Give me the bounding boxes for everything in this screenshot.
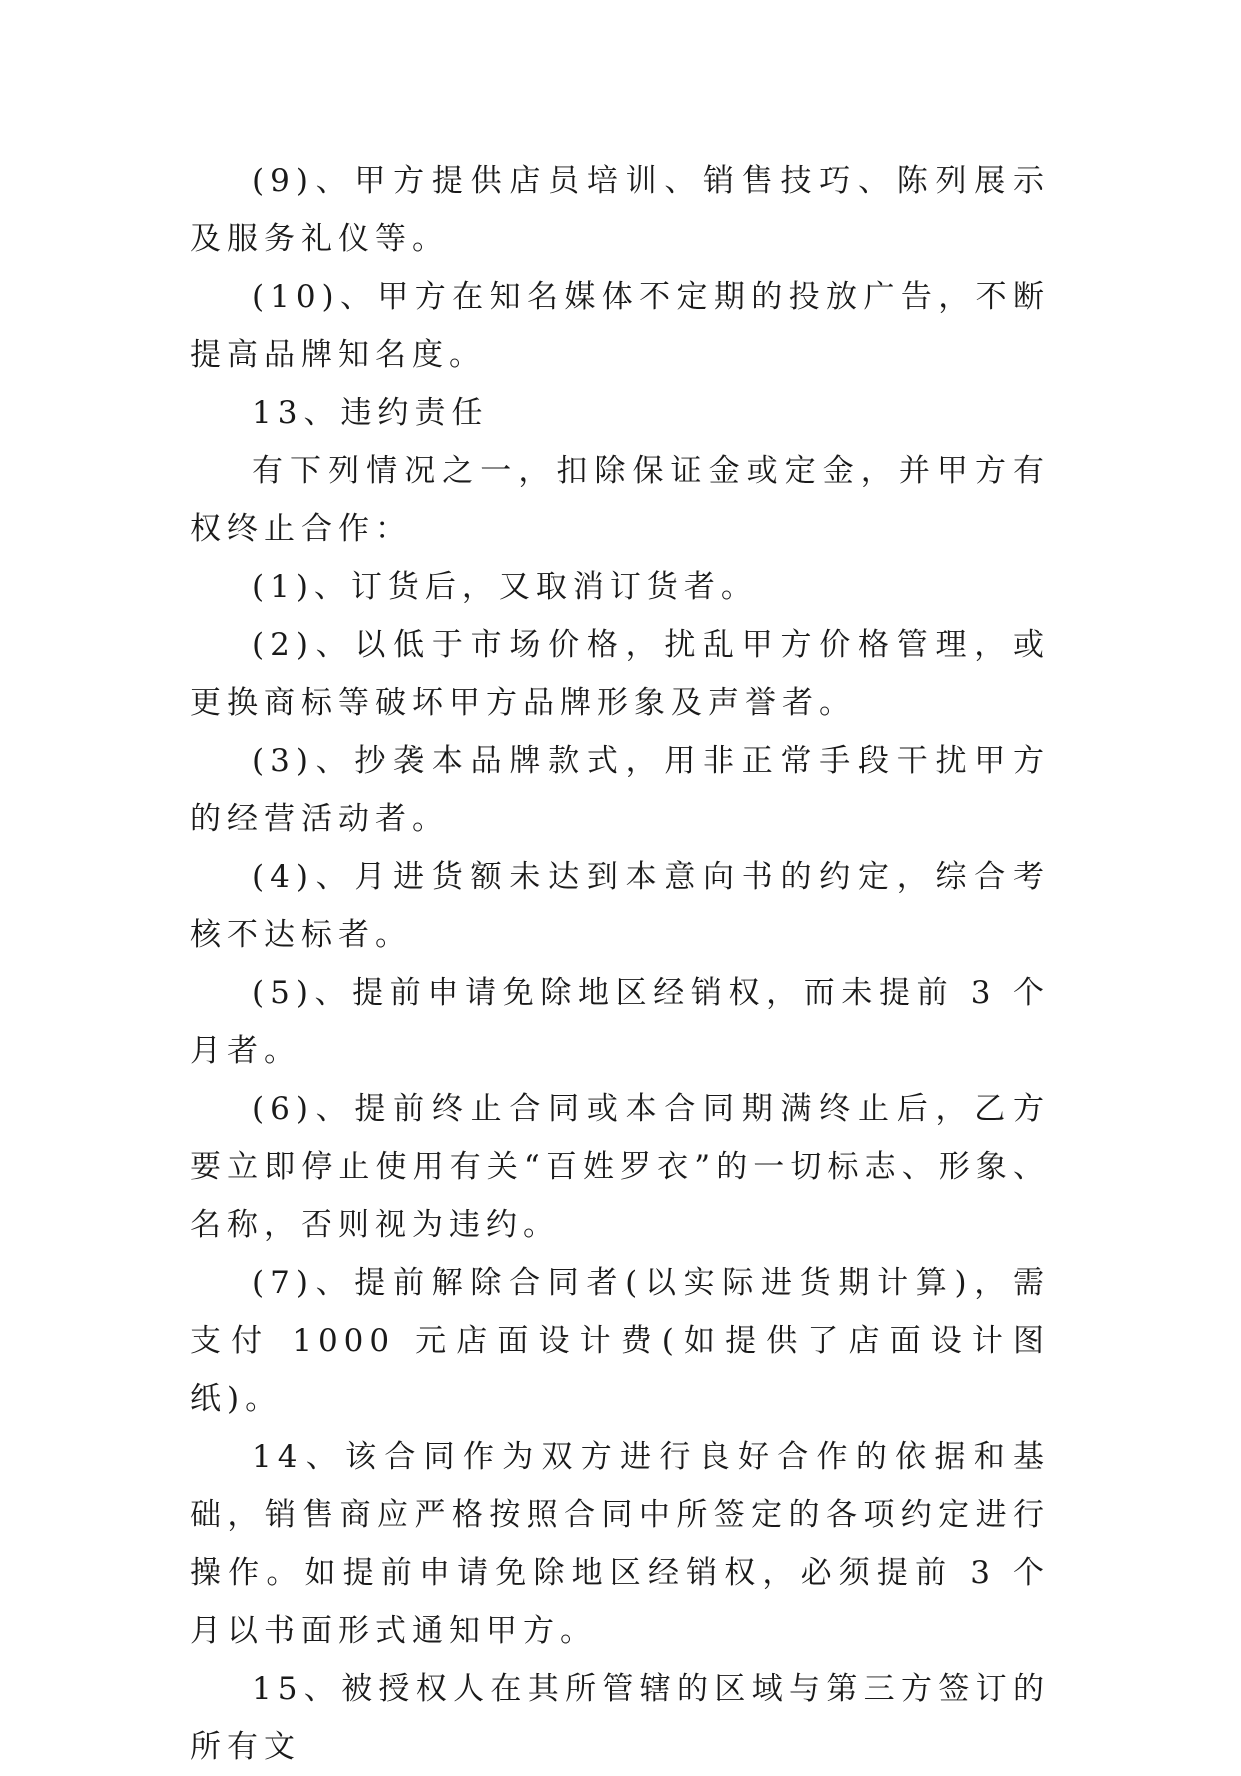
document-body [190, 152, 1050, 1776]
paragraph-10-advertising: (10)、甲方在知名媒体不定期的投放广告，不断提高品牌知名度。 [190, 279, 1050, 373]
clause-5-early-release: (5)、提前申请免除地区经销权，而未提前 3 个月者。 [190, 975, 1050, 1069]
section-13-heading: 13、违约责任 [252, 395, 489, 431]
clause-6-termination-branding: (6)、提前终止合同或本合同期满终止后，乙方要立即停止使用有关“百姓罗衣”的一切标志、形象、名称，否则视为违约。 [190, 1091, 1050, 1243]
clause-3-plagiarism: (3)、抄袭本品牌款式，用非正常手段干扰甲方的经营活动者。 [190, 743, 1050, 837]
clause-1-cancel-order: (1)、订货后，又取消订货者。 [252, 569, 758, 605]
section-14-paragraph: 14、该合同作为双方进行良好合作的依据和基础，销售商应严格按照合同中所签定的各项约定进行操作。如提前申请免除地区经销权，必须提前 3 个月以书面形式通知甲方。 [190, 1439, 1050, 1649]
clause-4-purchase-target: (4)、月进货额未达到本意向书的约定，综合考核不达标者。 [190, 859, 1050, 953]
section-15-paragraph: 15、被授权人在其所管辖的区域与第三方签订的所有文 [190, 1671, 1050, 1765]
section-13-intro: 有下列情况之一，扣除保证金或定金，并甲方有权终止合作： [190, 453, 1050, 547]
clause-2-price-disruption: (2)、以低于市场价格，扰乱甲方价格管理，或更换商标等破坏甲方品牌形象及声誉者。 [190, 627, 1050, 721]
paragraph-9-training: (9)、甲方提供店员培训、销售技巧、陈列展示及服务礼仪等。 [190, 163, 1050, 257]
clause-7-design-fee: (7)、提前解除合同者(以实际进货期计算)，需支付 1000 元店面设计费(如提供了店面设计图纸)。 [190, 1265, 1050, 1417]
